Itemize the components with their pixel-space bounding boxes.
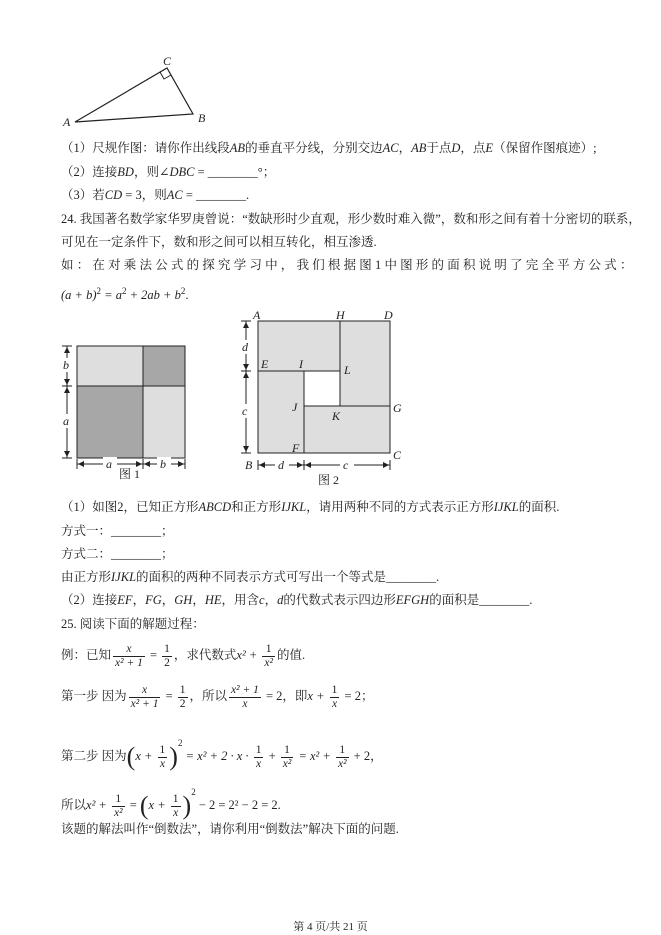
answer-blank[interactable]: ________ [196, 188, 247, 202]
answer-blank[interactable]: ________ [111, 547, 162, 561]
q24-way2: 方式二：________； [61, 547, 174, 561]
fig1-caption: 图 1 [119, 467, 141, 480]
q23-part3: （3）若CD = 3，则AC = ________. [61, 188, 250, 202]
q24-part2: （2）连接EF，FG，GH，HE，用含c，d的代数式表示四边形EFGH的面积是________. [61, 593, 533, 607]
q24-intro-line2: 可见在一定条件下，数和形之间可以相互转化，相互渗透. [61, 235, 377, 249]
fig2-vertex-e: E [261, 357, 269, 371]
page-footer: 第 4 页/共 21 页 [293, 921, 368, 933]
triangle-figure [55, 52, 225, 132]
label-a: A [63, 115, 71, 129]
fig1-label-b-bottom: b [160, 457, 166, 471]
answer-blank[interactable]: ________ [386, 570, 437, 584]
label-c: C [163, 54, 172, 68]
fig2-label-c-left: c [242, 404, 248, 418]
fig2-caption: 图 2 [318, 473, 340, 487]
fig2-label-c-bottom: c [343, 458, 349, 472]
fig2-label-d-bottom: d [278, 458, 284, 472]
q24-way1: 方式一：________； [61, 524, 174, 538]
q25-step3: 所以x² + $\frac{1}{\text{x²}}$ = (x + $\frac{1}{x}$ )$^2$ − 2 = 2² − 2 = 2. [61, 787, 281, 821]
q24-intro-line3: 如：在对乘法公式的探究学习中，我们根据图1中图形的面积说明了完全平方公式： [61, 258, 636, 272]
q24-formula: $(a + b)^2 = a^2 + 2ab + b^2$. [61, 286, 189, 303]
fig2-vertex-i: I [299, 357, 303, 371]
fig2-vertex-b: B [245, 458, 253, 472]
q25-example: 例：已知 $\frac{x}{\text{x² + 1}}$ = $\frac{1}{2}$ ，求代数式x² + $\frac{1}{\text{x²}}$ 的值. [61, 642, 306, 669]
q25-step1: 第一步 因为 $\frac{x}{\text{x² + 1}}$ = $\frac{1}{2}$ ，所以 $\frac{\text{x² + 1}}{x}$ = 2，即x + $\frac{1}{x}$ = 2； [61, 683, 374, 710]
answer-blank[interactable]: ________ [111, 524, 162, 538]
fig2-label-d-left: d [242, 340, 248, 354]
q24-part1: （1）如图2，已知正方形ABCD和正方形IJKL，请用两种不同的方式表示正方形IJKL的面积. [61, 500, 560, 514]
fig1-square-b2 [77, 346, 143, 386]
fig2-vertex-a: A [253, 308, 261, 322]
fig1-square-ab-top [143, 346, 185, 386]
q24-equation-line: 由正方形IJKL的面积的两种不同表示方式可写出一个等式是________. [61, 570, 440, 584]
label-b: B [198, 111, 206, 125]
fig2-vertex-c: C [393, 448, 402, 462]
fig2-square-ijkl [304, 371, 340, 406]
q25-closing: 该题的解法叫作“倒数法”，请你利用“倒数法”解决下面的问题. [61, 822, 399, 836]
q23-part2: （2）连接BD，则∠DBC = ________°； [61, 165, 276, 179]
q23-part1: （1）尺规作图：请你作出线段AB的垂直平分线，分别交边AC，AB于点D，点E（保留作图痕迹）; [61, 141, 597, 155]
figure-2 [232, 308, 407, 488]
answer-blank[interactable]: ________ [207, 165, 258, 179]
fig2-vertex-f: F [292, 441, 300, 455]
triangle-abc [75, 68, 193, 122]
fig1-label-a-left: a [63, 414, 69, 428]
q24-intro-line1: 24. 我国著名数学家华罗庚曾说：“数缺形时少直观，形少数时难入微”，数和形之间有着十分密切的联系， [61, 212, 641, 226]
figure-1 [55, 340, 200, 480]
fig1-label-b-left: b [63, 358, 69, 372]
fig2-vertex-l: L [344, 363, 351, 377]
fig1-square-a2 [77, 386, 143, 458]
answer-blank[interactable]: ________ [479, 593, 530, 607]
fig1-label-a-bottom: a [106, 457, 112, 471]
fig2-vertex-k: K [332, 409, 341, 423]
fig2-vertex-g: G [393, 401, 402, 415]
q25-title: 25. 阅读下面的解题过程： [61, 617, 205, 631]
fig2-vertex-d: D [384, 308, 393, 322]
fig2-vertex-h: H [336, 308, 345, 322]
fig2-vertex-j: J [292, 400, 298, 414]
q25-step2: 第二步 因为(x + $\frac{1}{x}$ )$^2$ = x² + 2 · x · $\frac{1}{x}$ + $\frac{1}{\text{x²}}$ = x² + $\frac{1}{\text{x²}}$ + 2， [61, 738, 383, 772]
fig1-square-ab-bottom [143, 386, 185, 458]
